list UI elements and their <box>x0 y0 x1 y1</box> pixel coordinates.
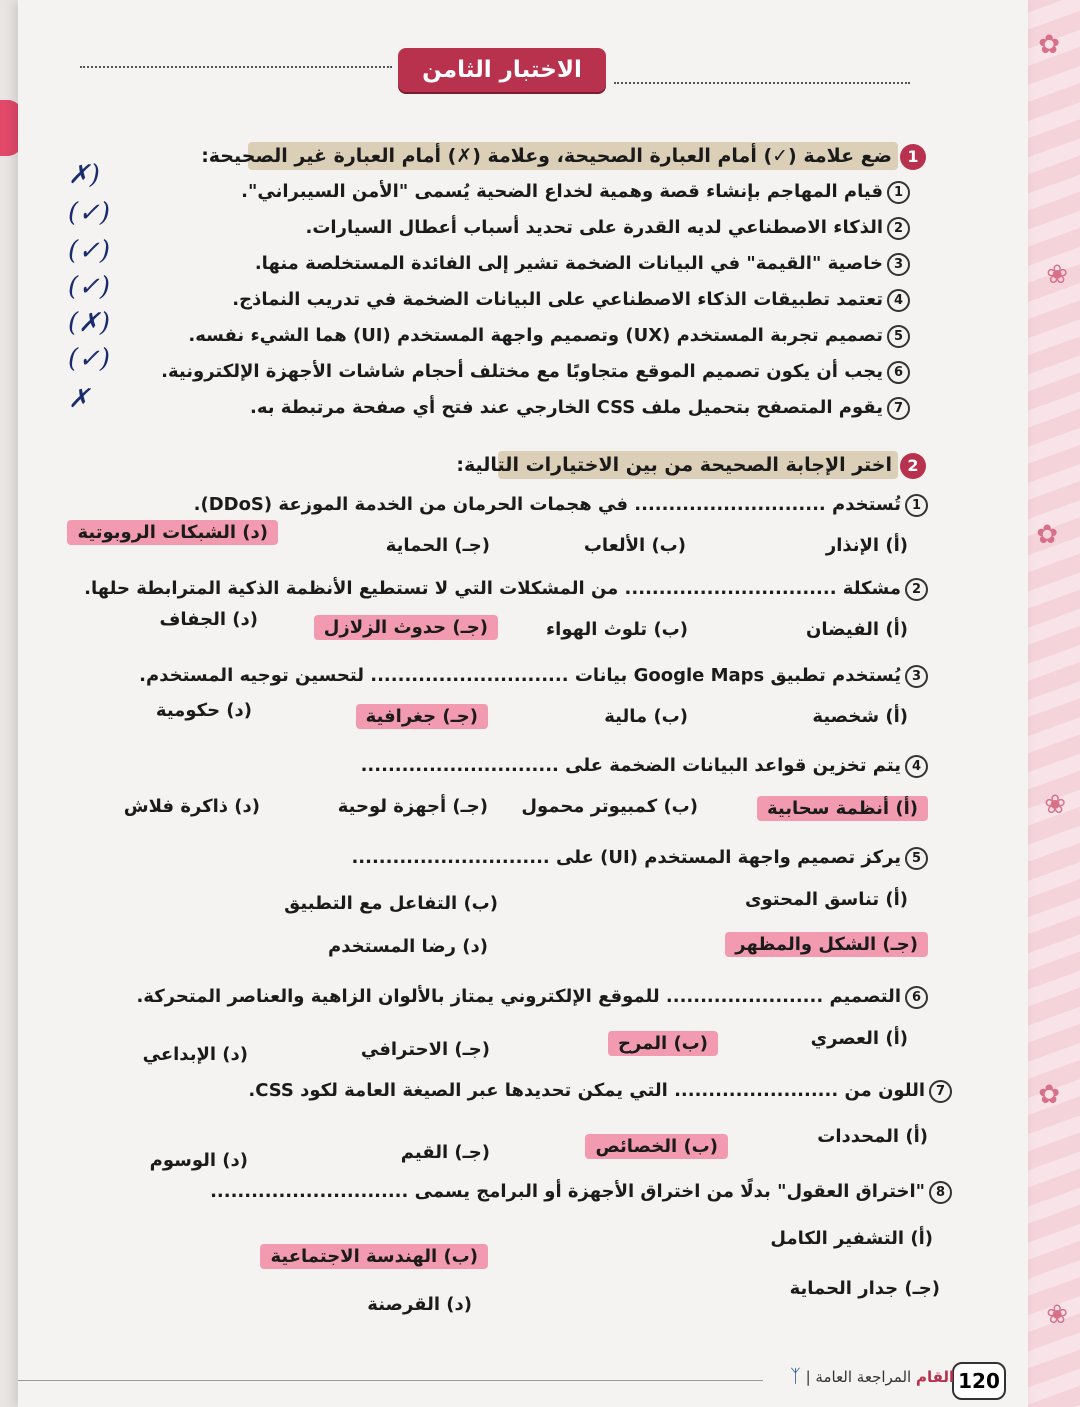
mcq-2-option-b[interactable]: (ب) تلوث الهواء <box>545 619 688 640</box>
mcq-5-option-b[interactable]: (ب) التفاعل مع التطبيق <box>284 893 498 914</box>
mcq-8-option-b[interactable]: (ب) الهندسة الاجتماعية <box>260 1244 488 1269</box>
flower-icon: ❀ <box>1044 790 1066 820</box>
mcq-8-option-c[interactable]: (جـ) جدار الحماية <box>789 1278 940 1299</box>
mcq-6-stem: 6التصميم ....................... للموقع الإلكتروني يمتاز بالألوان الزاهية والعناصر المتحركة. <box>136 986 928 1009</box>
mcq-6-option-a[interactable]: (أ) العصري <box>810 1028 908 1049</box>
mcq-1-option-a[interactable]: (أ) الإنذار <box>825 535 908 556</box>
statement-6: 6يجب أن يكون تصميم الموقع متجاوبًا مع مختلف أحجام شاشات الأجهزة الإلكترونية. <box>161 361 910 384</box>
handwritten-mark: ✗ <box>68 384 90 414</box>
statement-7: 7يقوم المتصفح بتحميل ملف CSS الخارجي عند فتح أي صفحة مرتبطة به. <box>250 397 910 420</box>
statement-2: 2الذكاء الاصطناعي لديه القدرة على تحديد أسباب أعطال السيارات. <box>306 217 911 240</box>
question-number: 1 <box>900 144 926 170</box>
statement-4: 4تعتمد تطبيقات الذكاء الاصطناعي على البيانات الضخمة في تدريب النماذج. <box>232 289 910 312</box>
divider <box>614 82 910 84</box>
handwritten-mark: (✓) <box>68 236 111 266</box>
exam-page <box>18 0 1028 1407</box>
mcq-4-option-a[interactable]: (أ) أنظمة سحابية <box>757 796 928 821</box>
mcq-4-option-d[interactable]: (د) ذاكرة فلاش <box>123 796 260 817</box>
mcq-7-option-c[interactable]: (جـ) القيم <box>400 1142 490 1163</box>
mcq-2-option-a[interactable]: (أ) الفيضان <box>806 619 908 640</box>
mcq-8-option-a[interactable]: (أ) التشفير الكامل <box>770 1228 933 1249</box>
mcq-2-option-d[interactable]: (د) الجفاف <box>159 609 258 630</box>
mcq-3-stem: 3يُستخدم تطبيق Google Maps بيانات ............................. لتحسين توجيه المستخدم. <box>139 665 928 688</box>
mcq-3-option-a[interactable]: (أ) شخصية <box>812 706 908 727</box>
mcq-7-option-b[interactable]: (ب) الخصائص <box>585 1134 728 1159</box>
statement-5: 5تصميم تجربة المستخدم (UX) وتصميم واجهة المستخدم (UI) هما الشيء نفسه. <box>188 325 910 348</box>
mcq-7-stem: 7اللون من ........................ التي يمكن تحديدها عبر الصيغة العامة لكود CSS. <box>248 1080 952 1103</box>
question-2-header <box>456 447 926 483</box>
footer-section: المراجعة العامة | <box>805 1368 912 1386</box>
statement-3: 3خاصية "القيمة" في البيانات الضخمة تشير إلى الفائدة المستخلصة منها. <box>255 253 910 276</box>
footer-rule <box>18 1380 763 1381</box>
handwritten-mark: (✓) <box>68 198 111 228</box>
mcq-5-option-c[interactable]: (جـ) الشكل والمظهر <box>725 932 928 957</box>
footer-label <box>790 1366 954 1387</box>
flower-icon: ✿ <box>1038 30 1060 60</box>
mcq-6-option-d[interactable]: (د) الإبداعي <box>142 1044 248 1065</box>
page-number: 120 <box>952 1362 1006 1400</box>
flower-icon: ❀ <box>1046 260 1068 290</box>
mcq-6-option-b[interactable]: (ب) المرح <box>608 1031 718 1056</box>
mcq-6-option-c[interactable]: (جـ) الاحترافي <box>360 1039 490 1060</box>
mcq-1-option-d[interactable]: (د) الشبكات الروبوتية <box>67 520 278 545</box>
mcq-4-option-b[interactable]: (ب) كمبيوتر محمول <box>521 796 698 817</box>
mcq-1-stem: 1تُستخدم ............................ في هجمات الحرمان من الخدمة الموزعة (DDoS). <box>194 494 928 517</box>
handwritten-mark: (✗) <box>68 308 111 338</box>
mcq-4-stem: 4يتم تخزين قواعد البيانات الضخمة على ............................. <box>361 755 928 778</box>
handwritten-mark: (✓) <box>68 272 111 302</box>
mcq-8-option-d[interactable]: (د) القرصنة <box>367 1294 472 1315</box>
divider <box>80 66 392 68</box>
question-instruction: ضع علامة (✓) أمام العبارة الصحيحة، وعلامة (✗) أمام العبارة غير الصحيحة: <box>201 145 892 167</box>
mcq-5-option-a[interactable]: (أ) تناسق المحتوى <box>744 889 908 910</box>
mcq-2-option-c[interactable]: (جـ) حدوث الزلازل <box>314 615 498 640</box>
flower-icon: ❀ <box>1046 1300 1068 1330</box>
handwritten-mark: (✗ <box>68 160 100 190</box>
mcq-3-option-c[interactable]: (جـ) جغرافية <box>356 704 488 729</box>
question-instruction: اختر الإجابة الصحيحة من بين الاختيارات التالية: <box>456 454 892 476</box>
mcq-3-option-b[interactable]: (ب) مالية <box>604 706 688 727</box>
mcq-5-option-d[interactable]: (د) رضا المستخدم <box>328 936 488 957</box>
footer-brand: القام <box>916 1368 955 1386</box>
question-1-header <box>201 138 926 174</box>
mcq-1-option-b[interactable]: (ب) الألعاب <box>583 535 686 556</box>
statement-1: 1قيام المهاجم بإنشاء قصة وهمية لخداع الضحية يُسمى "الأمن السيبراني". <box>241 181 910 204</box>
mcq-7-option-a[interactable]: (أ) المحددات <box>817 1126 928 1147</box>
mcq-5-stem: 5يركز تصميم واجهة المستخدم (UI) على ............................. <box>351 847 928 870</box>
exam-title: الاختبار الثامن <box>398 48 606 92</box>
question-number: 2 <box>900 453 926 479</box>
mcq-3-option-d[interactable]: (د) حكومية <box>155 700 252 721</box>
logo-icon: ᛉ <box>790 1366 801 1387</box>
mcq-7-option-d[interactable]: (د) الوسوم <box>149 1150 248 1171</box>
flower-icon: ✿ <box>1038 1080 1060 1110</box>
handwritten-mark: (✓) <box>68 344 111 374</box>
mcq-2-stem: 2مشكلة ............................... من المشكلات التي لا تستطيع الأنظمة الذكية المترابطة حلها. <box>84 578 928 601</box>
mcq-1-option-c[interactable]: (جـ) الحماية <box>385 535 490 556</box>
flower-icon: ✿ <box>1036 520 1058 550</box>
mcq-4-option-c[interactable]: (جـ) أجهزة لوحية <box>337 796 488 817</box>
mcq-8-stem: 8"اختراق العقول" بدلًا من اختراق الأجهزة أو البرامج يسمى ............................. <box>210 1181 952 1204</box>
